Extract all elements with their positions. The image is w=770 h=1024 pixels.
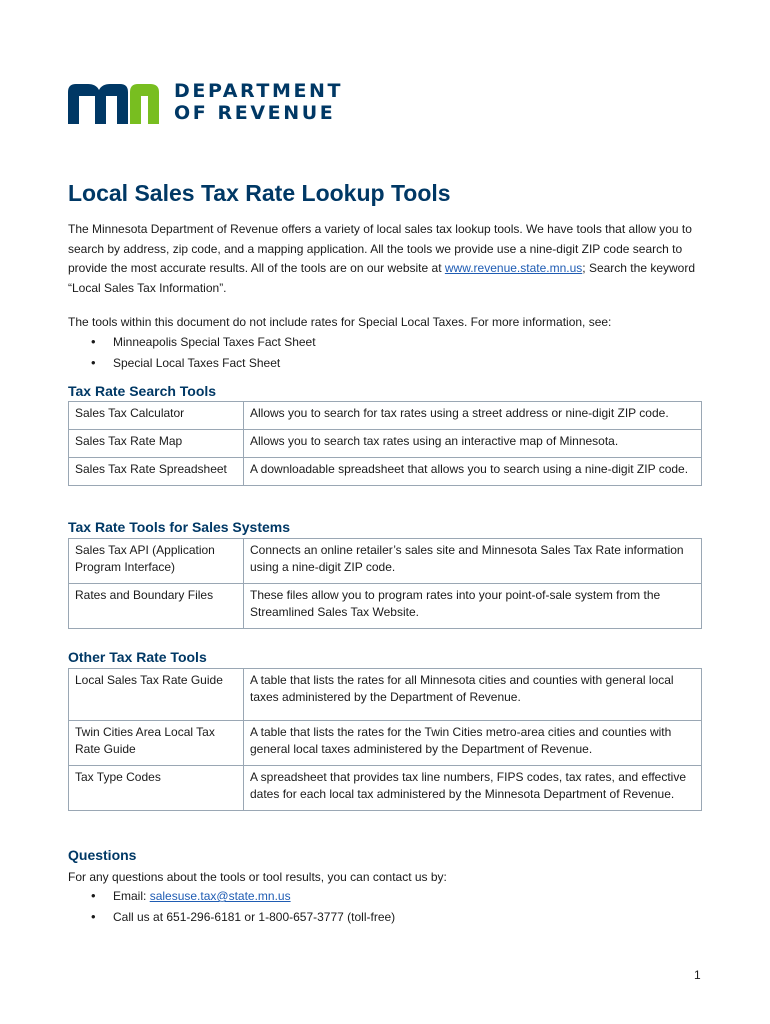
tool-name-cell: Tax Type Codes: [69, 766, 244, 811]
tool-name-cell: Sales Tax API (Application Program Interface): [69, 539, 244, 584]
logo-m-shape: [68, 84, 128, 124]
tool-desc-cell: A downloadable spreadsheet that allows you to search using a nine-digit ZIP code.: [244, 458, 702, 486]
tool-desc-cell: Connects an online retailer’s sales site and Minnesota Sales Tax Rate information using a nine-digit ZIP code.: [244, 539, 702, 584]
page-number: 1: [694, 968, 701, 982]
tool-name-cell: Sales Tax Calculator: [69, 402, 244, 430]
tool-name-cell: Local Sales Tax Rate Guide: [69, 669, 244, 721]
section-heading-other-tools: Other Tax Rate Tools: [68, 649, 207, 665]
intro-text-after: ; Search the keyword “Local Sales Tax Information”.: [68, 261, 696, 295]
tool-name-cell: Sales Tax Rate Map: [69, 430, 244, 458]
list-item-email: [68, 886, 395, 907]
page-title: Local Sales Tax Rate Lookup Tools: [68, 180, 451, 206]
tool-name-cell: Rates and Boundary Files: [69, 584, 244, 629]
table-row: [69, 584, 702, 629]
other-tools-table: [68, 668, 702, 811]
logo-n-shape: [130, 84, 159, 124]
table-row: [69, 669, 702, 721]
intro-text: The Minnesota Department of Revenue offers a variety of local sales tax lookup tools. We have tools that allow you to search by address, zip code, and a mapping application. All the tools we provide use a nine-digit ZIP code search to provide the most accurate results. All of the tools are on our website at: [68, 222, 692, 275]
table-row: [69, 402, 702, 430]
logo-line-1: DEPARTMENT: [174, 80, 344, 102]
list-item-phone: • Call us at 651-296-6181 or 1-800-657-3777 (toll-free): [68, 907, 395, 928]
questions-heading: Questions: [68, 847, 137, 863]
special-taxes-list: [68, 332, 316, 373]
tool-name-cell: Twin Cities Area Local Tax Rate Guide: [69, 721, 244, 766]
special-taxes-note: The tools within this document do not include rates for Special Local Taxes. For more information, see:: [68, 315, 612, 329]
logo-line-2: OF REVENUE: [174, 102, 336, 124]
table-row: [69, 766, 702, 811]
tool-desc-cell: These files allow you to program rates into your point-of-sale system from the Streamlined Sales Tax Website.: [244, 584, 702, 629]
tool-name-cell: Sales Tax Rate Spreadsheet: [69, 458, 244, 486]
logo-wordmark: [174, 80, 343, 124]
sales-systems-table: [68, 538, 702, 629]
search-tools-table: [68, 401, 702, 486]
tool-desc-cell: Allows you to search for tax rates using a street address or nine-digit ZIP code.: [244, 402, 702, 430]
revenue-website-link[interactable]: www.revenue.state.mn.us: [444, 261, 583, 275]
list-item: • Minneapolis Special Taxes Fact Sheet: [68, 332, 316, 353]
table-row: [69, 721, 702, 766]
section-heading-search-tools: Tax Rate Search Tools: [68, 383, 217, 399]
email-label: Email:: [113, 889, 150, 903]
tool-desc-cell: Allows you to search tax rates using an interactive map of Minnesota.: [244, 430, 702, 458]
tool-desc-cell: A table that lists the rates for the Twin Cities metro-area cities and counties with general local taxes administered by the Department of Revenue.: [244, 721, 702, 766]
table-row: [69, 539, 702, 584]
questions-text: For any questions about the tools or tool results, you can contact us by:: [68, 870, 447, 884]
tool-desc-cell: A spreadsheet that provides tax line numbers, FIPS codes, tax rates, and effective dates for each local tax administered by the Minnesota Department of Revenue.: [244, 766, 702, 811]
intro-paragraph: [68, 220, 708, 298]
tool-desc-cell: A table that lists the rates for all Minnesota cities and counties with general local taxes administered by the Department of Revenue.: [244, 669, 702, 721]
list-item: • Special Local Taxes Fact Sheet: [68, 353, 316, 374]
table-row: [69, 458, 702, 486]
section-heading-sales-systems: Tax Rate Tools for Sales Systems: [68, 519, 291, 535]
contact-list: [68, 886, 395, 927]
email-link[interactable]: salesuse.tax@state.mn.us: [149, 889, 291, 903]
table-row: [69, 430, 702, 458]
